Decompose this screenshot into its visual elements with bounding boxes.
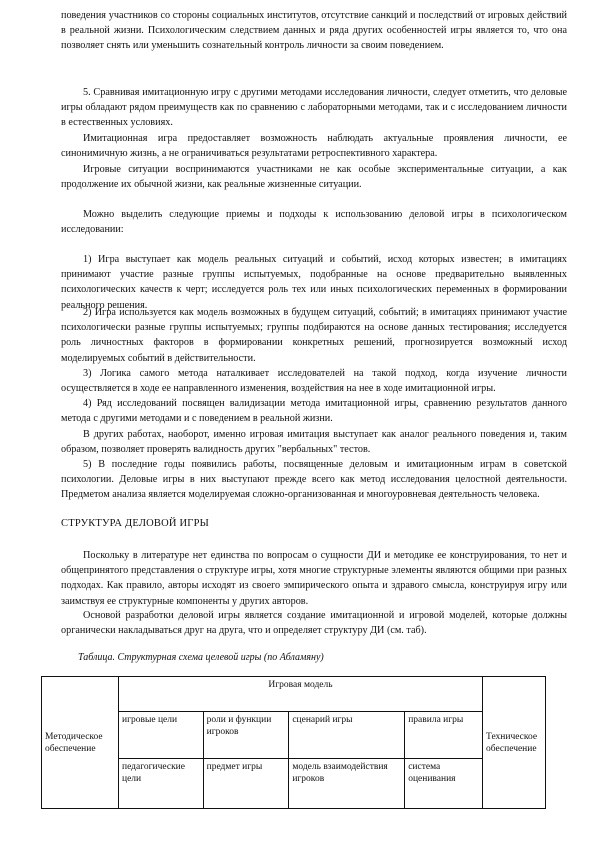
paragraph: Имитационная игра предоставляет возможность наблюдать актуальные проявления личности, ее синонимичную жизнь, а не ограничиваться результатами ретроспективного характера. xyxy=(61,133,567,160)
paragraph: 5. Сравнивая имитационную игру с другими методами исследования личности, следует отметить, что деловые игры обладают рядом преимуществ как по сравнению с лабораторными методами, так и с исследованием личности в естественных условиях. xyxy=(61,87,567,129)
table-cell: система оценивания xyxy=(405,759,483,809)
paragraph: 2) Игра используется как модель возможных в будущем ситуаций, событий; в имитациях принимают участие психологически разные группы испытуемых; группы подбираются на основе данных тестирования; исследуется роль личностных факторов в формировании конкретных решений, прогнозируется возможный исход моделируемых событий в действительности. xyxy=(61,307,567,364)
table-cell: правила игры xyxy=(405,711,483,759)
paragraph: Можно выделить следующие приемы и подходы к использованию деловой игры в психологическом исследовании: xyxy=(61,209,567,236)
paragraph: Основой разработки деловой игры является создание имитационной и игровой моделей, которые должны органически накладываться друг на друга, что и определяет структуру ДИ (см. таб). xyxy=(61,610,567,637)
structure-table xyxy=(41,676,546,809)
table-cell: сценарий игры xyxy=(289,711,405,759)
game-model-cell: Игровая модель xyxy=(119,677,483,712)
table-cell: игровые цели xyxy=(119,711,204,759)
table-cell: модель взаимодействия игроков xyxy=(289,759,405,809)
table-cell: педагогические цели xyxy=(119,759,204,809)
table-cell: роли и функции игроков xyxy=(203,711,289,759)
paragraph: В других работах, наоборот, именно игровая имитация выступает как аналог реального поведения и, таким образом, позволяет проверять валидность других "вербальных" тестов. xyxy=(61,429,567,456)
paragraph: поведения участников со стороны социальных институтов, отсутствие санкций и последствий от игровых действий в реальной жизни. Психологическим следствием данных и ряда других особенностей игры является то, что она позволяет снять или уменьшить сознательный контроль личности за своим поведением. xyxy=(61,10,567,52)
technical-support-cell: Техническое обеспечение xyxy=(483,677,546,809)
paragraph: Игровые ситуации воспринимаются участниками не как особые экспериментальные ситуации, а как продолжение их обычной жизни, как реальные жизненные ситуации. xyxy=(61,164,567,191)
paragraph: 5) В последние годы появились работы, посвященные деловым и имитационным играм в советской психологии. Деловые игры в них выступают прежде всего как метод исследования целостной деятельности. Предметом анализа является моделируемая сложно-организованная и многоуровневая деятельность человека. xyxy=(61,459,567,501)
section-heading: СТРУКТУРА ДЕЛОВОЙ ИГРЫ xyxy=(61,518,209,529)
methodical-support-cell: Методическое обеспечение xyxy=(42,677,119,809)
paragraph: 1) Игра выступает как модель реальных ситуаций и событий, исход которых известен; в имитациях принимают участие разные группы испытуемых, подобранные на основе предварительно выявленных психологических качеств к черт; исследуется роль тех или иных психологических переменных в формировании реального решения. xyxy=(61,254,567,311)
paragraph: 3) Логика самого метода наталкивает исследователей на такой подход, когда изучение личности осуществляется в ходе ее направленного изменения, воздействия на нее в ходе имитационной игры. xyxy=(61,368,567,395)
paragraph: 4) Ряд исследований посвящен валидизации метода имитационной игры, сравнению результатов данного метода с другими методами и с поведением в реальной жизни. xyxy=(61,398,567,425)
table-caption: Таблица. Структурная схема целевой игры (по Абламяну) xyxy=(78,652,324,663)
paragraph: Поскольку в литературе нет единства по вопросам о сущности ДИ и методике ее конструирования, то нет и общепринятого представления о структуре игры, хотя многие структурные элементы являются общими при разных подходах. Как правило, авторы исходят из своего эмпирического опыта и здравого смысла, конструируя игру или заимствуя ее структурные компоненты у других авторов. xyxy=(61,550,567,607)
table-cell: предмет игры xyxy=(203,759,289,809)
